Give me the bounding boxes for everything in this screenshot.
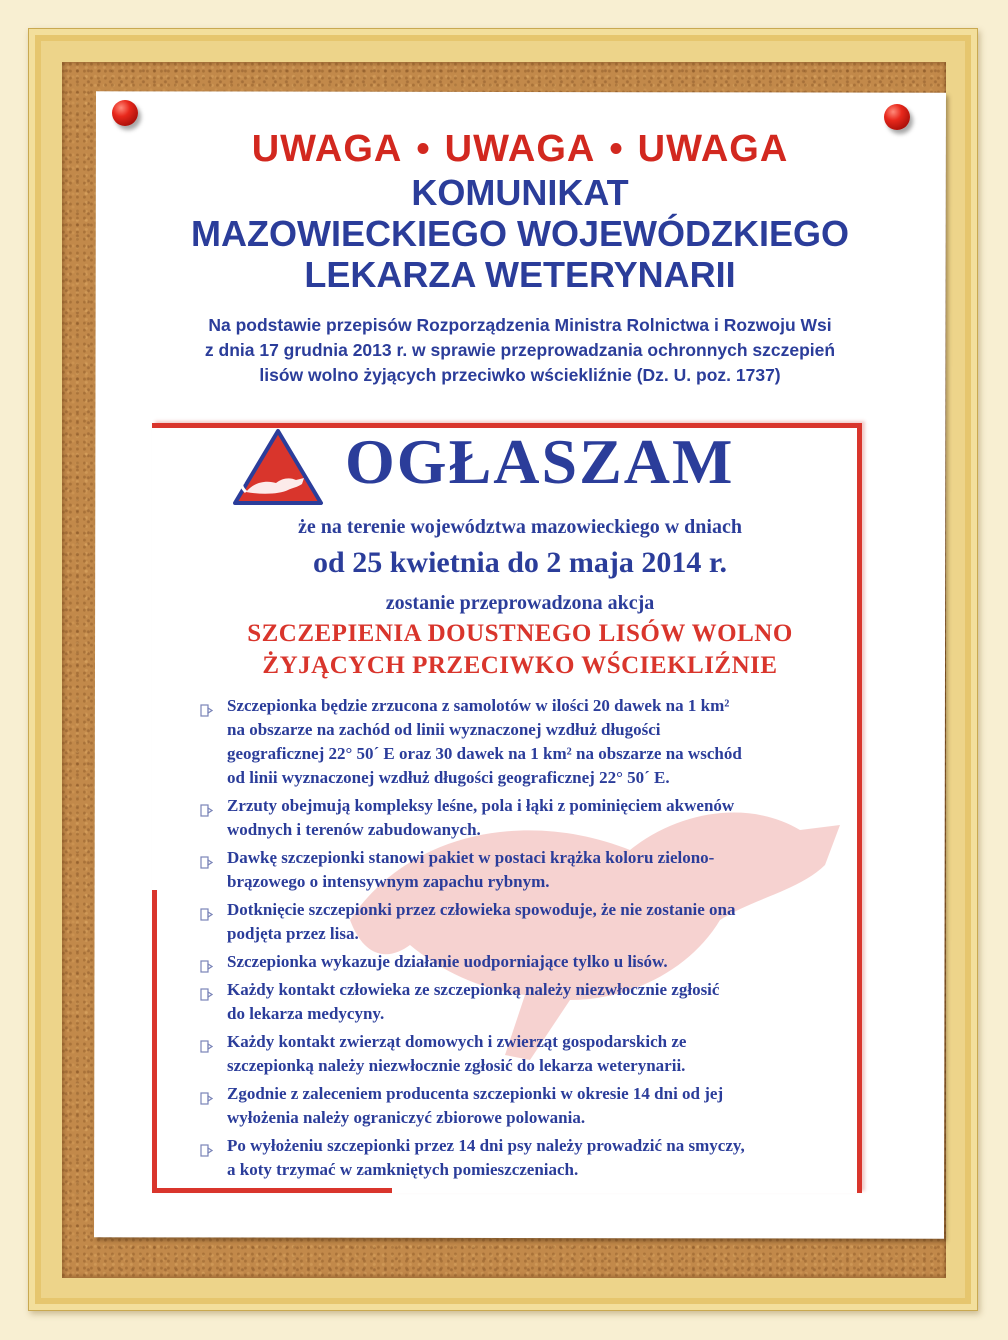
title-line: MAZOWIECKIEGO WOJEWÓDZKIEGO	[191, 213, 849, 254]
list-item-line: na obszarze na zachód od linii wyznaczonej wzdłuż długości	[227, 720, 661, 739]
list-item-line: Szczepionka będzie zrzucona z samolotów w ilości 20 dawek na 1 km²	[227, 696, 730, 715]
uwaga-word: UWAGA	[444, 128, 596, 170]
list-item	[200, 1134, 860, 1182]
legal-line: Na podstawie przepisów Rozporządzenia Ministra Rolnictwa i Rozwoju Wsi	[208, 315, 832, 335]
red-border-left	[152, 890, 157, 1193]
list-item	[200, 1082, 860, 1130]
list-item-line: Szczepionka wykazuje działanie uodporniające tylko u lisów.	[227, 952, 668, 971]
legal-basis	[95, 313, 945, 388]
announcement-action: zostanie przeprowadzona akcja	[385, 592, 655, 614]
uwaga-word: UWAGA	[251, 128, 403, 170]
legal-line: z dnia 17 grudnia 2013 r. w sprawie przeprowadzania ochronnych szczepień	[204, 340, 836, 360]
list-item-line: Dawkę szczepionki stanowi pakiet w postaci krążka koloru zielono-	[227, 848, 715, 867]
list-item	[200, 846, 860, 894]
list-item-line: Zrzuty obejmują kompleksy leśne, pola i łąki z pominięciem akwenów	[227, 796, 735, 815]
list-item-line: brązowego o intensywnym zapachu rybnym.	[227, 872, 550, 891]
separator-dot: •	[609, 128, 624, 170]
announcement-intro: że na terenie województwa mazowieckiego w dniach	[298, 516, 742, 538]
list-item-line: geograficznej 22° 50´ E oraz 30 dawek na 1 km² na obszarze na wschód	[227, 744, 742, 763]
title-line: KOMUNIKAT	[411, 172, 629, 213]
list-item-line: od linii wyznaczonej wzdłuż długości geograficznej 22° 50´ E.	[227, 768, 670, 787]
list-item	[200, 1030, 860, 1078]
list-item	[200, 898, 860, 946]
hand-pointer-icon	[200, 956, 213, 969]
hand-pointer-icon	[200, 800, 213, 813]
pushpin-icon	[112, 100, 138, 126]
uwaga-word: UWAGA	[637, 128, 789, 170]
hand-pointer-icon	[200, 984, 213, 997]
hand-pointer-icon	[200, 1140, 213, 1153]
list-item-line: Zgodnie z zaleceniem producenta szczepionki w okresie 14 dni od jej	[227, 1084, 724, 1103]
red-border-bottom	[152, 1188, 392, 1193]
pushpin-icon	[884, 104, 910, 130]
hand-pointer-icon	[200, 1088, 213, 1101]
separator-dot: •	[416, 128, 431, 170]
list-item	[200, 794, 860, 842]
fox-warning-triangle-icon	[232, 428, 324, 506]
list-item-line: Dotknięcie szczepionki przez człowieka spowoduje, że nie zostanie ona	[227, 900, 736, 919]
hand-pointer-icon	[200, 904, 213, 917]
list-item	[200, 950, 860, 974]
uwaga-header	[95, 128, 945, 171]
list-item	[200, 978, 860, 1026]
list-item-line: szczepionką należy niezwłocznie zgłosić do lekarza weterynarii.	[227, 1056, 686, 1075]
hand-pointer-icon	[200, 852, 213, 865]
list-item	[200, 694, 860, 790]
action-title-line: SZCZEPIENIA DOUSTNEGO LISÓW WOLNO	[247, 620, 793, 647]
list-item-line: Każdy kontakt człowieka ze szczepionką należy niezwłocznie zgłosić	[227, 980, 720, 999]
announcement-dates: od 25 kwietnia do 2 maja 2014 r.	[313, 546, 727, 579]
list-item-line: podjęta przez lisa.	[227, 924, 359, 943]
list-item-line: wodnych i terenów zabudowanych.	[227, 820, 481, 839]
list-item-line: a koty trzymać w zamkniętych pomieszczeniach.	[227, 1160, 579, 1179]
list-item-line: wyłożenia należy ograniczyć zbiorowe polowania.	[227, 1108, 586, 1127]
list-item-line: Każdy kontakt zwierząt domowych i zwierząt gospodarskich ze	[227, 1032, 687, 1051]
hand-pointer-icon	[200, 1036, 213, 1049]
legal-line: lisów wolno żyjących przeciwko wściekliźnie (Dz. U. poz. 1737)	[259, 365, 781, 385]
title-line: LEKARZA WETERYNARII	[304, 254, 736, 295]
bullet-list	[200, 694, 860, 1186]
list-item-line: Po wyłożeniu szczepionki przez 14 dni psy należy prowadzić na smyczy,	[227, 1136, 745, 1155]
announcement-heading: OGŁASZAM	[345, 426, 735, 497]
hand-pointer-icon	[200, 700, 213, 713]
action-title-line: ŻYJĄCYCH PRZECIWKO WŚCIEKLIŹNIE	[262, 652, 778, 679]
list-item-line: do lekarza medycyny.	[227, 1004, 385, 1023]
